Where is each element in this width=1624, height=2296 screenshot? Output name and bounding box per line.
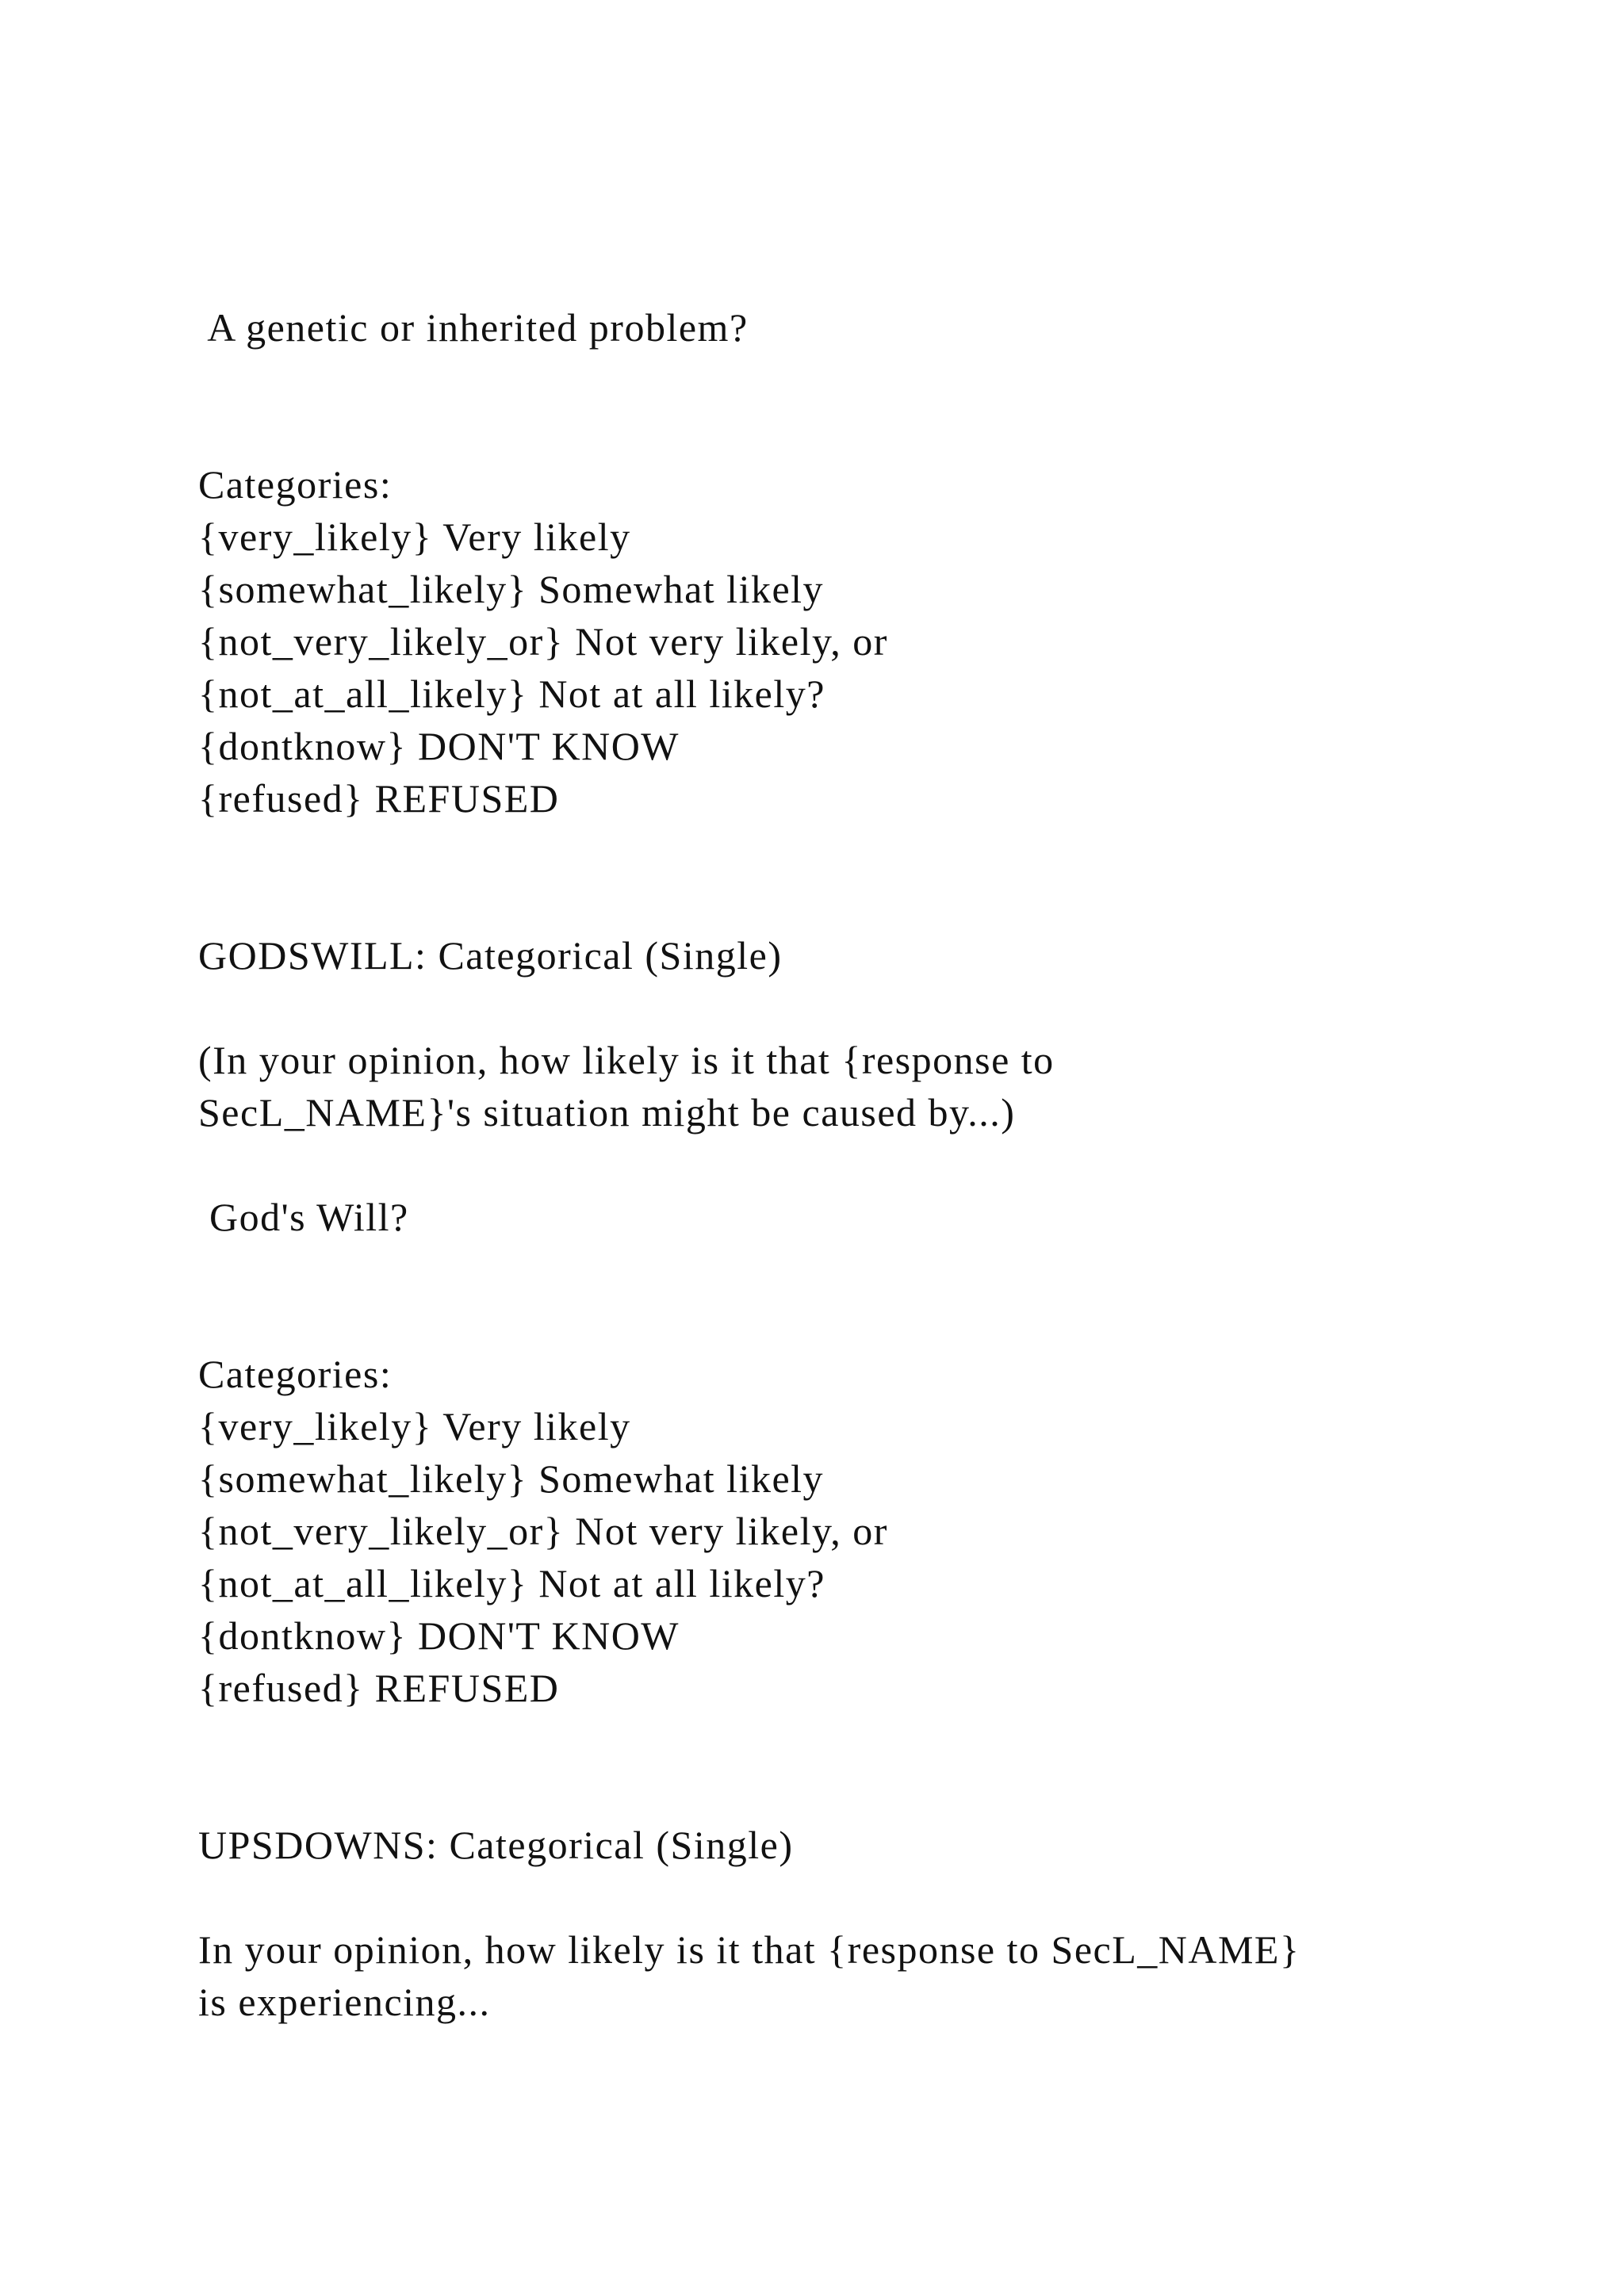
category-item: {refused} REFUSED bbox=[198, 776, 560, 821]
prompt-line: In your opinion, how likely is it that {response to SecL_NAME} bbox=[198, 1927, 1300, 1972]
category-item: {not_very_likely_or} Not very likely, or bbox=[198, 1509, 888, 1553]
question-text: God's Will? bbox=[198, 1195, 409, 1239]
variable-header: GODSWILL: Categorical (Single) bbox=[198, 933, 783, 978]
category-item: {dontknow} DON'T KNOW bbox=[198, 724, 680, 768]
category-item: {not_at_all_likely} Not at all likely? bbox=[198, 1561, 825, 1605]
prompt-line: (In your opinion, how likely is it that {response to bbox=[198, 1038, 1055, 1082]
prompt-line: SecL_NAME}'s situation might be caused by...) bbox=[198, 1090, 1016, 1135]
category-item: {dontknow} DON'T KNOW bbox=[198, 1613, 680, 1658]
prompt-line: is experiencing... bbox=[198, 1980, 491, 2024]
question-text: A genetic or inherited problem? bbox=[198, 305, 749, 350]
variable-header: UPSDOWNS: Categorical (Single) bbox=[198, 1823, 794, 1867]
categories-header: Categories: bbox=[198, 462, 393, 507]
category-item: {not_very_likely_or} Not very likely, or bbox=[198, 619, 888, 664]
category-item: {refused} REFUSED bbox=[198, 1666, 560, 1710]
category-item: {somewhat_likely} Somewhat likely bbox=[198, 567, 825, 611]
categories-header: Categories: bbox=[198, 1352, 393, 1396]
category-item: {somewhat_likely} Somewhat likely bbox=[198, 1456, 825, 1501]
category-item: {not_at_all_likely} Not at all likely? bbox=[198, 672, 825, 716]
category-item: {very_likely} Very likely bbox=[198, 1404, 631, 1448]
category-item: {very_likely} Very likely bbox=[198, 515, 631, 559]
